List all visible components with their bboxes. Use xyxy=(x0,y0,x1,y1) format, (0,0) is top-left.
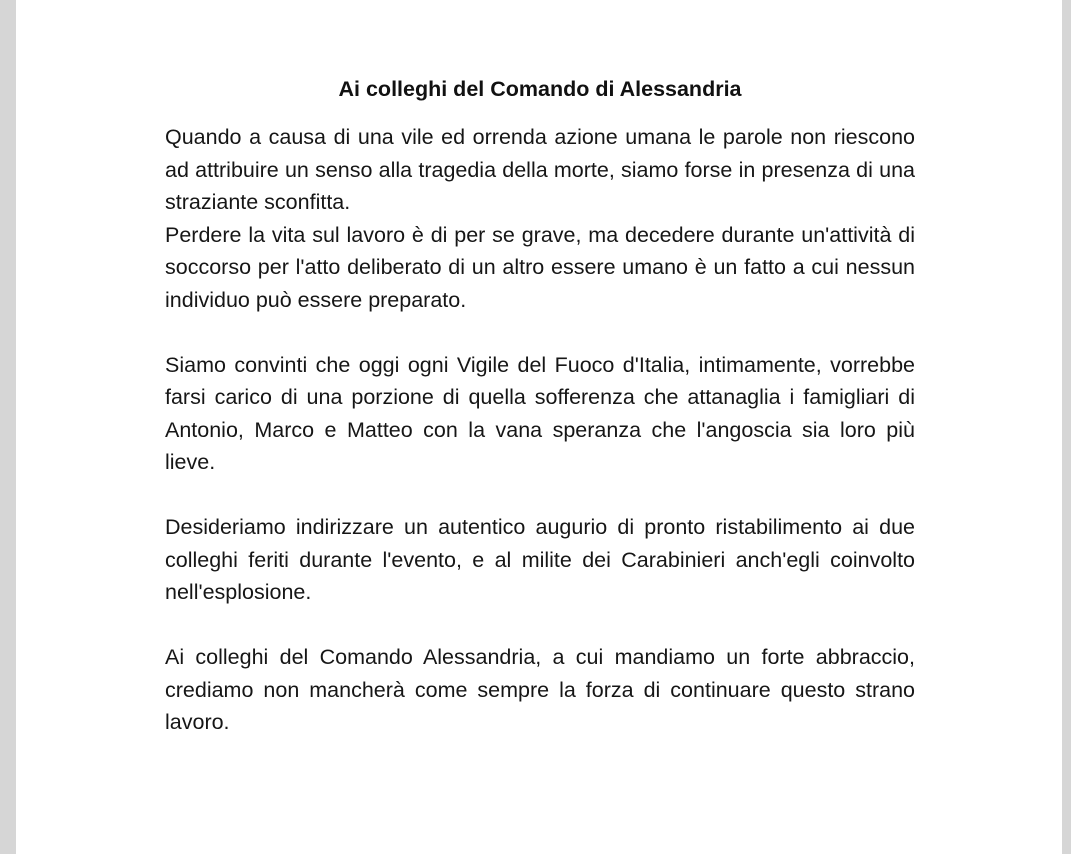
paragraph-5: Ai colleghi del Comando Alessandria, a cui mandiamo un forte abbraccio, crediamo non mancherà come sempre la forza di continuare questo strano lavoro. xyxy=(165,645,915,734)
paragraph-3: Siamo convinti che oggi ogni Vigile del Fuoco d'Italia, intimamente, vorrebbe farsi carico di una porzione di quella sofferenza che attanaglia i famigliari di Antonio, Marco e Matteo con la vana speranza che l'angoscia sia loro più lieve. xyxy=(165,352,915,474)
document-page xyxy=(16,0,1062,854)
paragraph-4: Desideriamo indirizzare un autentico augurio di pronto ristabilimento ai due colleghi feriti durante l'evento, e al milite dei Carabinieri anch'egli coinvolto nell'esplosione. xyxy=(165,515,915,604)
paragraph-1: Quando a causa di una vile ed orrenda azione umana le parole non riescono ad attribuire un senso alla tragedia della morte, siamo forse in presenza di una straziante sconfitta. xyxy=(165,125,915,214)
document-title: Ai colleghi del Comando di Alessandria xyxy=(338,77,742,101)
spacer xyxy=(165,609,915,642)
spacer xyxy=(165,479,915,512)
document-body xyxy=(165,72,915,739)
spacer xyxy=(165,106,915,121)
paragraph-2: Perdere la vita sul lavoro è di per se grave, ma decedere durante un'attività di soccorso per l'atto deliberato di un altro essere umano è un fatto a cui nessun individuo può essere preparato. xyxy=(165,222,915,312)
spacer xyxy=(165,316,915,349)
